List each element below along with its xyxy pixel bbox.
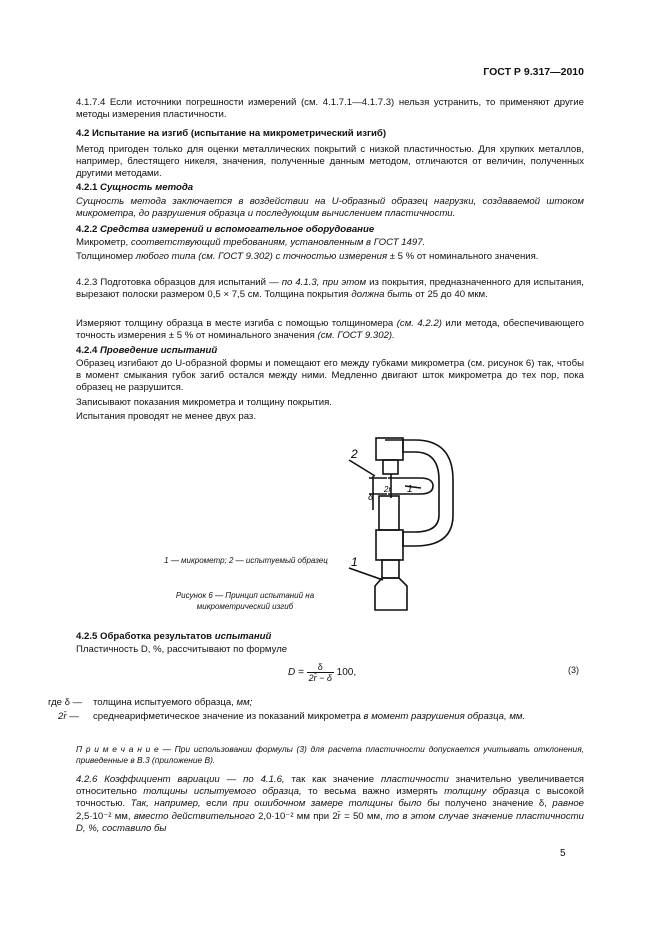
heading-4-2: 4.2 Испытание на изгиб (испытание на микрометрический изгиб): [76, 128, 387, 139]
text-run: ± 5 % от номинального значения.: [387, 251, 539, 262]
micrometer-figure: [335, 430, 475, 615]
text-run: значительно увеличивается относительно: [76, 774, 584, 798]
where-r-text: [93, 711, 585, 723]
text-run-italic: то в этом случае значение пластичности D, %, составило бы: [76, 810, 585, 834]
text-run: то весьма важно измерять: [301, 786, 445, 798]
heading-4-2-4: [76, 345, 584, 357]
anvil-tip: [383, 460, 398, 474]
paragraph-record: Записывают показания микрометра и толщину покрытия.: [76, 397, 332, 408]
text-run: 2,0·10⁻² мм при 2r̄ = 50 мм,: [254, 810, 386, 822]
formula-numerator: δ: [307, 662, 334, 673]
label-2: 2: [351, 447, 358, 461]
formula-number: (3): [568, 665, 579, 675]
text-run-italic: Так, например,: [130, 798, 201, 810]
page-number: 5: [560, 848, 566, 859]
text-run-italic: 4.2.6 Коэффициент вариации — по 4.1.6,: [76, 774, 285, 785]
figure-caption: Рисунок 6 — Принцип испытаний на микрометрический изгиб: [175, 591, 315, 611]
text-run-italic: при ошибочном замере толщины было бы: [232, 798, 440, 810]
text-run: толщина испытуемого образца,: [93, 697, 237, 708]
label-delta: δ: [368, 492, 374, 502]
paragraph-4-2-3: [76, 277, 584, 301]
text-run: Микрометр,: [76, 237, 131, 248]
heading-title: Сущность метода: [100, 182, 194, 193]
text-run-italic: в момент разрушения образца, мм.: [363, 711, 526, 722]
text-run: получено значение δ,: [439, 798, 553, 810]
text-run: среднеарифметическое значение из показаний микрометра: [93, 711, 364, 722]
label-2r: 2r: [384, 485, 392, 494]
micrometer-thimble-block: [376, 530, 403, 560]
formula-fraction: [307, 662, 334, 683]
text-run-italic: толщину образца: [444, 786, 530, 798]
micrometer-barrel: [382, 560, 399, 578]
label-1-inside: 1: [407, 484, 413, 495]
paragraph-micrometer: [76, 237, 584, 249]
leader-2: [349, 460, 375, 476]
text-run-italic: соответствующий требованиям, установленным в ГОСТ 1497.: [130, 237, 426, 248]
text-run: от 25 до 40 мкм.: [412, 289, 488, 301]
heading-4-2-5: [76, 631, 584, 643]
paragraph-4-1-7-4: 4.1.7.4 Если источники погрешности измерений (см. 4.1.7.1—4.1.7.3) нельзя устранить, то применяют другие методы измерения пластичности.: [76, 97, 584, 121]
text-run-italic: равное: [552, 798, 585, 810]
text-run: так как значение: [284, 774, 381, 785]
text-run-italic: испытаний: [214, 631, 272, 642]
label-1: 1: [351, 555, 358, 569]
text-run: 2,5·10⁻² мм,: [76, 810, 134, 822]
paragraph-4-2: Метод пригоден только для оценки металлических покрытий с низкой пластичностью. Для хрупких металлов, например, блестящего никеля, значения, полученные данным методом, отличаются от величин, полученных другими методами.: [76, 144, 584, 180]
heading-4-2-1: [76, 182, 584, 194]
note: П р и м е ч а н и е — При использовании формулы (3) для расчета пластичности допускается учитывать отклонения, приведенные в В.3 (приложение В).: [76, 744, 584, 765]
paragraph-twice: Испытания проводят не менее двух раз.: [76, 411, 256, 422]
formula-lhs: D =: [288, 667, 304, 679]
formula-rhs: 100,: [336, 667, 357, 679]
heading-number: 4.2.1: [76, 182, 98, 193]
formula-3: [288, 662, 356, 683]
text-run-italic: пластичности: [380, 774, 449, 785]
text-run-italic: по 4.1.3, при этом: [281, 277, 367, 288]
text-run-italic: толщины испытуемого образца,: [143, 786, 302, 798]
micrometer-spindle: [379, 496, 399, 530]
document-header: ГОСТ Р 9.317—2010: [483, 66, 584, 78]
paragraph-thickness-measure: [76, 318, 584, 342]
heading-title: Проведение испытаний: [100, 345, 218, 356]
paragraph-4-2-4: Образец изгибают до U-образной формы и помещают его между губками микрометра (см. рисунок 6) так, чтобы в момент смыкания губок загиб остался между ними. Медленно двигают шток микрометра до тех пор, пока образец не разрушится.: [76, 358, 584, 394]
leader-1: [349, 568, 383, 580]
micrometer-anvil: [376, 438, 403, 460]
heading-number: 4.2.4: [76, 345, 98, 356]
where-delta-text: [93, 697, 252, 708]
paragraph-4-2-1: Сущность метода заключается в воздействии на U-образный образец нагрузки, создаваемой штоком микрометра, до разрушения образца и последующим вычислением пластичности.: [76, 196, 584, 220]
text-run: из покрытия, предназначенного для испытания, вырезают полоски размером 0,5 × 7,5 см. Толщина покрытия: [76, 277, 584, 301]
heading-number: 4.2.2: [76, 224, 98, 235]
paragraph-4-2-6: [76, 774, 584, 835]
text-run: 4.2.5 Обработка результатов: [76, 631, 213, 642]
figure-legend: 1 — микрометр; 2 — испытуемый образец: [164, 556, 328, 565]
text-run: с высокой точностью.: [76, 786, 584, 810]
text-run-italic: вместо действительного: [133, 810, 255, 822]
formula-denominator: 2r̄ − δ: [308, 673, 332, 683]
paragraph-thickness-gauge: [76, 251, 584, 263]
text-run: Измеряют толщину образца в месте изгиба с помощью толщиномера: [76, 318, 397, 329]
heading-4-2-2: [76, 224, 584, 236]
paragraph-4-2-5: Пластичность D, %, рассчитывают по формуле: [76, 644, 288, 655]
text-run-italic: должна быть: [351, 289, 413, 301]
where-delta-label: где δ —: [48, 697, 83, 708]
text-run: или метода, обеспечивающего точность измерения ± 5 % от номинального значения: [76, 318, 584, 342]
text-run: если: [200, 798, 233, 810]
where-r-label: 2r̄ —: [58, 711, 79, 722]
text-run-italic: (см. 4.2.2): [396, 318, 442, 329]
micrometer-ratchet: [375, 578, 407, 610]
text-run: 4.2.3 Подготовка образцов для испытаний —: [76, 277, 282, 288]
text-run-italic: любого типа (см. ГОСТ 9.302) с точностью измерения: [135, 251, 388, 262]
text-run-italic: (см. ГОСТ 9.302).: [317, 330, 395, 342]
text-run-italic: мм;: [236, 697, 253, 708]
heading-title: Средства измерений и вспомогательное оборудование: [100, 224, 375, 235]
text-run: Толщиномер: [76, 251, 136, 262]
